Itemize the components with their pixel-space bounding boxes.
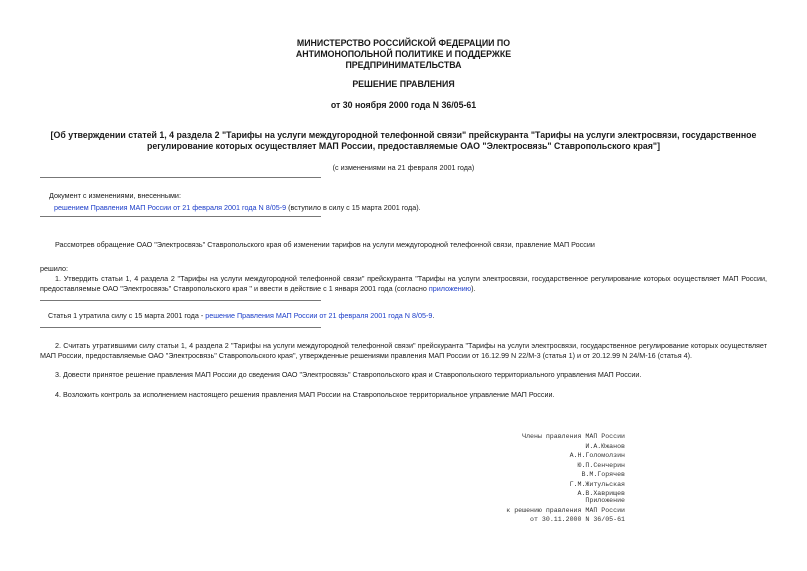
appendix-link[interactable]: приложению [428, 283, 472, 293]
appendix-block [420, 496, 625, 525]
item-4: 4. Возложить контроль за исполнением настоящего решения правления МАП России на Ставропольское территориальное управление МАП России. [55, 390, 555, 399]
amendment-link[interactable]: решением Правления МАП России от 21 февраля 2001 года N 8/05-9 [54, 202, 287, 212]
divider [40, 216, 321, 217]
appendix-line-3: от 30.11.2000 N 36/05-61 [530, 516, 625, 524]
appendix-line-2: к решению правления МАП России [506, 506, 625, 514]
item-1 [40, 274, 767, 293]
signature-name: В.М.Горячев [581, 471, 625, 479]
decision-date: от 30 ноября 2000 года N 36/05-61 [330, 100, 477, 110]
divider [40, 177, 321, 178]
ministry-header [0, 38, 807, 71]
item-1-end: ). [471, 283, 476, 293]
signature-name: А.Н.Голомолзин [569, 452, 625, 460]
signature-name: Ю.П.Сенчерин [577, 461, 625, 469]
amendment-intro: Документ с изменениями, внесенными: [49, 191, 181, 200]
resolved-label: решило: [40, 264, 69, 273]
divider [40, 327, 321, 328]
signature-name: И.А.Южанов [585, 442, 625, 450]
decision-heading: РЕШЕНИЕ ПРАВЛЕНИЯ [352, 79, 455, 89]
signature-block [420, 432, 625, 499]
lapse-end: . [432, 311, 435, 320]
amendment-item [49, 203, 769, 213]
ministry-line-3: ПРЕДПРИНИМАТЕЛЬСТВА [345, 59, 462, 70]
amendment-note: (с изменениями на 21 февраля 2001 года) [332, 163, 475, 172]
ministry-line-2: АНТИМОНОПОЛЬНОЙ ПОЛИТИКЕ И ПОДДЕРЖКЕ [295, 48, 512, 59]
amendment-box [49, 191, 769, 212]
item-3: 3. Довести принятое решение правления МАП России до сведения ОАО "Электросвязь" Ставропольского края и Ставропольского территориального управления МАП России. [55, 370, 642, 379]
item-2: 2. Считать утратившими силу статьи 1, 4 раздела 2 "Тарифы на услуги междугородной телефонной связи" прейскуранта "Тарифы на услуги электросвязи, государственное регулирование которых осуществляет МАП России, предоставляемые ОАО "Электросвязь" Ставропольского края", утвержденные решениями правления МАП России от 16.12.99 N 22/М-3 (статья 1) и от 20.12.99 N 24/М-16 (статья 4). [40, 341, 767, 360]
divider [40, 300, 321, 301]
item-1-text: 1. Утвердить статьи 1, 4 раздела 2 "Тарифы на услуги междугородной телефонной связи" прейскуранта "Тарифы на услуги электросвязи, государственное регулирование которых осуществляет МАП России, предоставляемые ОАО "Электросвязь" Ставропольского края " и ввести в действие с 1 января 2001 года (согласно [40, 274, 767, 293]
signature-name: Г.М.Житульская [569, 480, 625, 488]
appendix-line-1: Приложение [585, 497, 625, 504]
ministry-line-1: МИНИСТЕРСТВО РОССИЙСКОЙ ФЕДЕРАЦИИ ПО [296, 38, 511, 48]
preamble: Рассмотрев обращение ОАО "Электросвязь" Ставропольского края об изменении тарифов на услуги междугородной телефонной связи, правление МАП России [55, 240, 595, 249]
amendment-suffix: (вступило в силу с 15 марта 2001 года). [286, 202, 421, 212]
document-title: [Об утверждении статей 1, 4 раздела 2 "Тарифы на услуги междугородной телефонной связи" прейскуранта "Тарифы на услуги электросвязи, государственное регулирование которых осуществляет МАП России, предоставляемые ОАО "Электросвязь" Ставропольского края"] [50, 130, 757, 152]
signatures-title: Члены правления МАП России [522, 433, 625, 440]
lapse-link[interactable]: решение Правления МАП России от 21 февраля 2001 года N 8/05-9 [205, 311, 433, 320]
signature-name: А.В.Хаврищев [577, 490, 625, 498]
lapse-text: Статья 1 утратила силу с 15 марта 2001 года - [48, 311, 206, 320]
lapse-note [48, 311, 767, 321]
